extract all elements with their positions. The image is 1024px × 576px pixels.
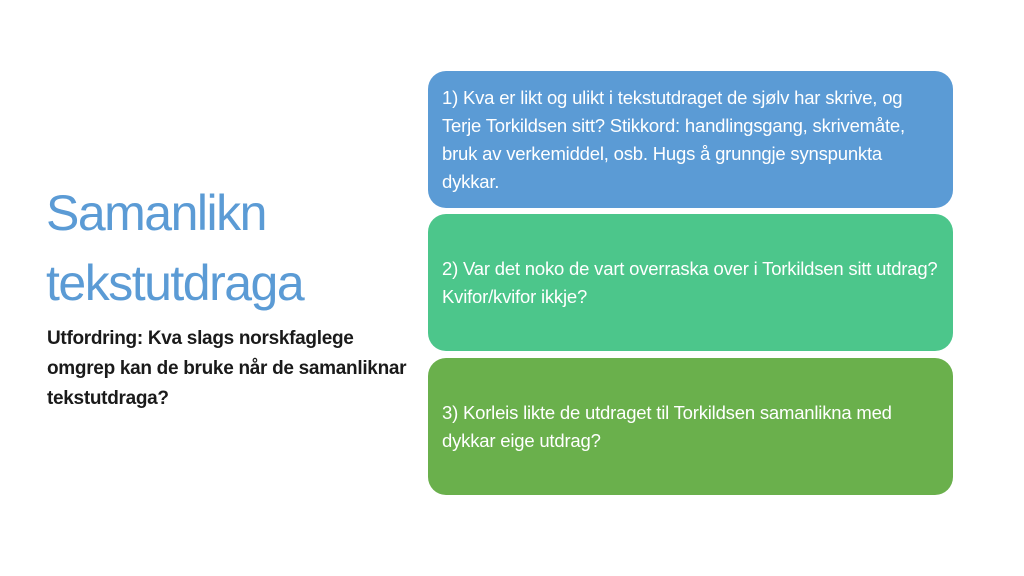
question-box-3 — [428, 358, 953, 495]
question-box-2-text: 2) Var det noko de vart overraska over i Torkildsen sitt utdrag? Kvifor/kvifor ikkje? — [442, 257, 938, 307]
question-box-1 — [428, 71, 953, 208]
slide-title-line-2: tekstutdraga — [46, 255, 304, 311]
question-box-1-text: 1) Kva er likt og ulikt i tekstutdraget de sjølv har skrive, og Terje Torkildsen sitt? Stikkord: handlingsgang, skrivemåte, bruk av verkemiddel, osb. Hugs å grunngje synspunkta dykkar. — [442, 86, 905, 192]
slide-subtitle: Utfordring: Kva slags norskfaglege omgrep kan de bruke når de samanliknar tekstutdraga? — [47, 328, 407, 409]
question-box-3-text: 3) Korleis likte de utdraget til Torkildsen samanlikna med dykkar eige utdrag? — [442, 401, 892, 451]
question-box-2 — [428, 214, 953, 351]
slide-title-line-1: Samanlikn — [46, 185, 266, 241]
slide-title — [46, 178, 416, 318]
